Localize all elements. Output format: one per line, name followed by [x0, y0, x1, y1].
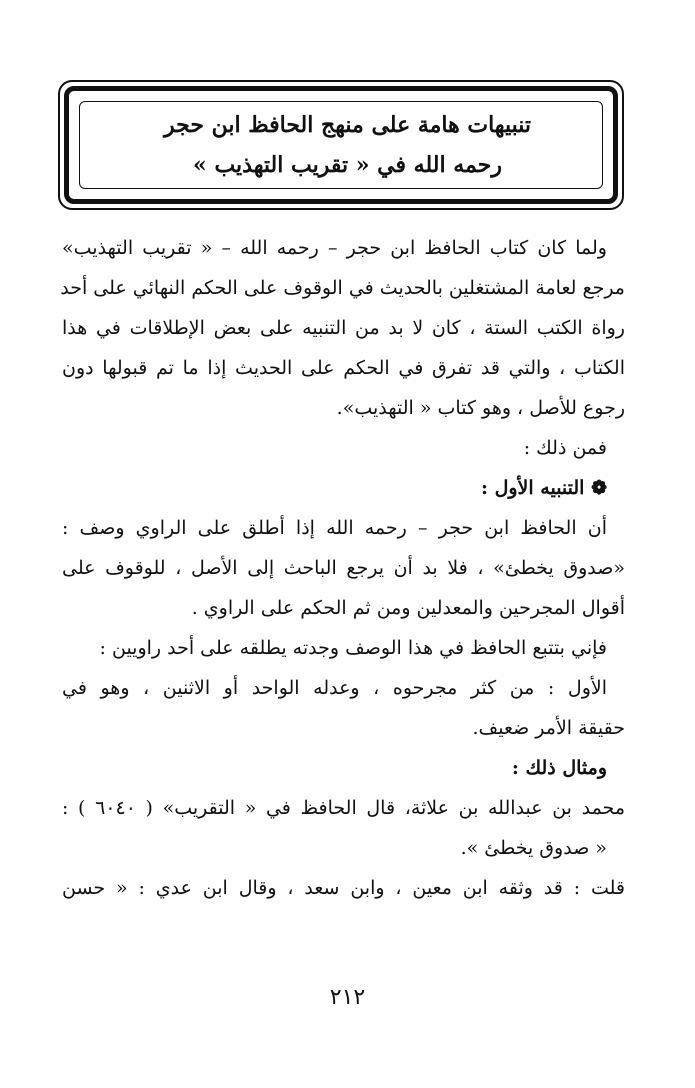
text-line: رواة الكتب الستة ، كان لا بد من التنبيه على بعض الإطلاقات في هذا [62, 317, 625, 339]
text-line: محمد بن عبدالله بن علاثة، قال الحافظ في « التقريب» ( ٦٠٤٠ ) : [62, 797, 625, 819]
text-line: أن الحافظ ابن حجر – رحمه الله إذا أطلق على الراوي وصف : [62, 517, 607, 539]
chapter-title-line-1: تنبيهات هامة على منهج الحافظ ابن حجر [164, 112, 531, 138]
text-line: مرجع لعامة المشتغلين بالحديث في الوقوف على الحكم النهائي على أحد [60, 277, 625, 299]
text-line: رجوع للأصل ، وهو كتاب « التهذيب». [336, 397, 625, 419]
text-line: « صدوق يخطئ ». [460, 837, 607, 859]
text-line: الأول : من كثر مجرحوه ، وعدله الواحد أو الاثنين ، وهو في [62, 677, 607, 699]
text-line: قلت : قد وثقه ابن معين ، وابن سعد ، وقال ابن عدي : « حسن [62, 877, 625, 899]
text-line: ولما كان كتاب الحافظ ابن حجر – رحمه الله – « تقريب التهذيب» [62, 237, 607, 259]
text-line: فإني بتتبع الحافظ في هذا الوصف وجدته يطلقه على أحد راويين : [99, 637, 607, 659]
text-line: الكتاب ، والتي قد تفرق في الحكم على الحديث إذا ما تم قبولها دون [62, 357, 625, 379]
text-line: ❁ التنبيه الأول : [480, 477, 607, 499]
text-line: فمن ذلك : [523, 437, 607, 459]
text-line: «صدوق يخطئ» ، فلا بد أن يرجع الباحث إلى الأصل ، للوقوف على [62, 557, 625, 579]
chapter-title [90, 105, 605, 185]
text-line: أقوال المجرحين والمعدلين ومن ثم الحكم على الراوي . [191, 597, 625, 619]
text-line: حقيقة الأمر ضعيف. [472, 717, 625, 739]
body-text [62, 228, 625, 908]
text-line: ومثال ذلك : [511, 757, 607, 779]
chapter-title-line-2: رحمه الله في « تقريب التهذيب » [193, 152, 502, 178]
page-number: ٢١٢ [329, 985, 366, 1010]
